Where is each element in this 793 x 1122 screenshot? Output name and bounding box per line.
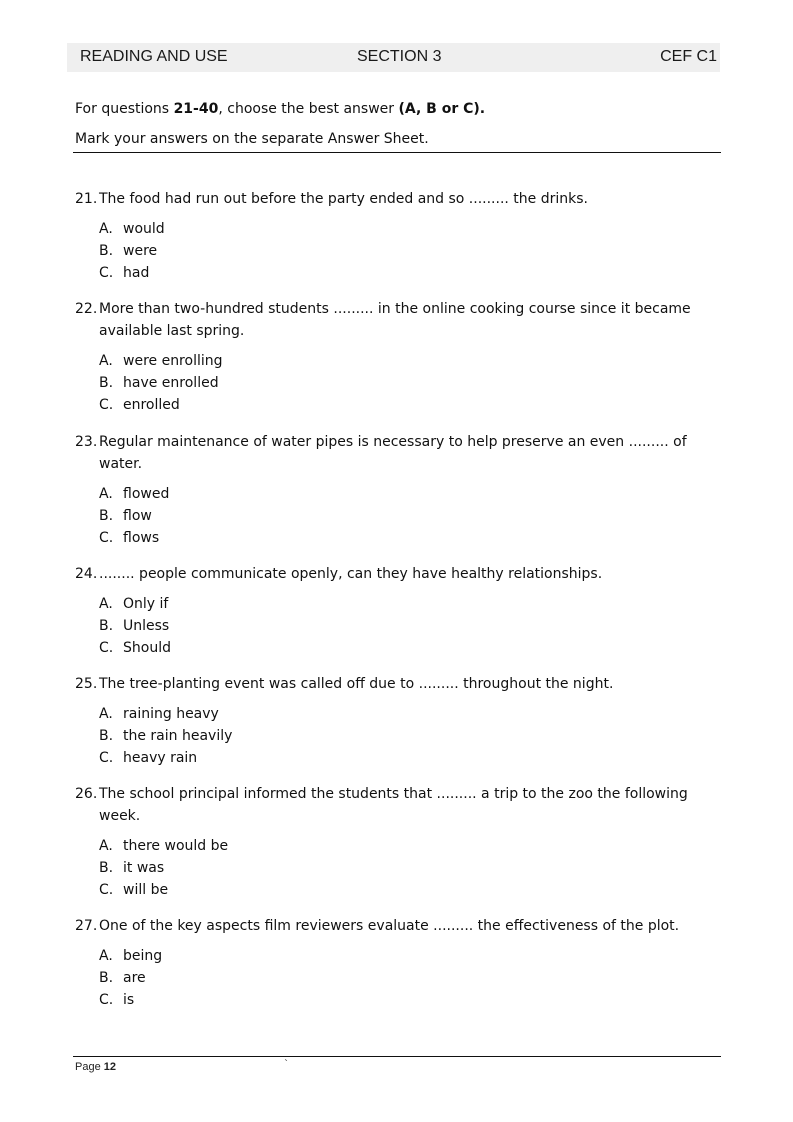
question-23 [75,431,710,550]
question-number: 21. [75,191,98,207]
question-text: More than two-hundred students ......... in the online cooking course since it became available last spring. [99,301,691,339]
option-a: A. Only if [99,596,169,612]
question-24 [75,563,710,660]
question-number: 22. [75,301,98,317]
header-paper-title: READING AND USE [80,48,228,65]
top-divider [73,152,721,153]
option-a: A. were enrolling [99,353,223,369]
page-header [67,43,720,72]
option-b: B. are [99,970,146,987]
question-text: The school principal informed the students that ......... a trip to the zoo the following week. [99,786,688,824]
option-b: B. Unless [99,618,170,635]
answer-options-note: (A, B or C). [398,101,486,117]
option-c: C. will be [99,882,169,899]
option-a: A. would [99,221,165,237]
question-text: One of the key aspects film reviewers evaluate ......... the effectiveness of the plot. [99,918,680,934]
option-a: A. there would be [99,838,229,854]
question-stem [75,783,710,827]
option-b: B. the rain heavily [99,728,233,745]
answer-options [75,483,710,550]
question-text: The food had run out before the party ended and so ......... the drinks. [99,191,588,207]
option-a: A. being [99,948,163,964]
question-text: ........ people communicate openly, can they have healthy relationships. [99,566,603,582]
answer-options [75,218,710,285]
page-footer [75,1061,116,1073]
question-stem [75,673,710,695]
question-number: 25. [75,676,98,692]
option-b: B. were [99,243,158,260]
option-a: A. raining heavy [99,706,219,722]
header-section: SECTION 3 [357,48,442,65]
answer-options [75,945,710,1012]
question-stem [75,915,710,937]
question-21 [75,188,710,285]
question-22 [75,298,710,417]
question-number: 26. [75,786,98,802]
question-stem [75,431,710,475]
instructions-line-1: For questions 21-40, choose the best answer (A, B or C). [75,101,486,117]
question-26 [75,783,710,902]
option-b: B. it was [99,860,165,877]
question-text: The tree-planting event was called off due to ......... throughout the night. [99,676,614,692]
answer-options [75,350,710,417]
page-number: 12 [103,1061,116,1073]
answer-options [75,835,710,902]
option-c: C. is [99,992,135,1009]
option-c: C. Should [99,640,171,657]
header-level: CEF C1 [660,48,717,65]
answer-options [75,593,710,660]
question-25 [75,673,710,770]
option-b: B. flow [99,508,152,525]
question-stem [75,298,710,342]
question-text: Regular maintenance of water pipes is necessary to help preserve an even ......... of water. [99,434,687,472]
option-c: C. had [99,265,150,282]
answer-options [75,703,710,770]
instructions-line-2: Mark your answers on the separate Answer Sheet. [75,131,429,147]
question-number: 24. [75,566,98,582]
option-b: B. have enrolled [99,375,219,392]
option-a: A. flowed [99,486,170,502]
question-stem [75,563,710,585]
question-number: 27. [75,918,98,934]
stray-mark: ` [284,1059,289,1070]
option-c: C. heavy rain [99,750,198,767]
page-label: Page [75,1061,104,1073]
option-c: C. flows [99,530,160,547]
bottom-divider [73,1056,721,1057]
question-range: 21-40 [173,101,219,117]
option-c: C. enrolled [99,397,180,414]
instructions [75,98,720,158]
question-number: 23. [75,434,98,450]
question-27 [75,915,710,1012]
question-stem [75,188,710,210]
